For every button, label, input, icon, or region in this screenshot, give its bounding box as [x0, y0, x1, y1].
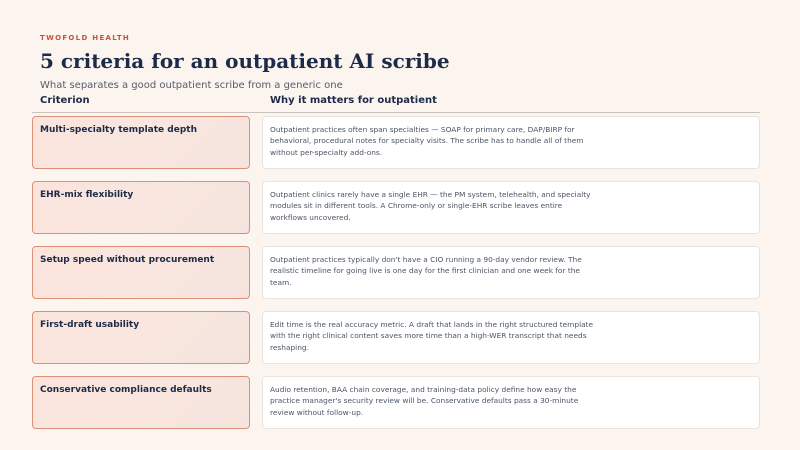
table-row	[32, 116, 760, 169]
why-text: Outpatient practices typically don't have a CIO running a 90-day vendor review. The realistic timeline for going live is one day for the first clinician and one week for the team.	[270, 255, 582, 287]
why-card	[262, 181, 760, 234]
criterion-label: First-draft usability	[40, 320, 140, 330]
criterion-card	[32, 181, 250, 234]
criterion-card	[32, 116, 250, 169]
criterion-label: Conservative compliance defaults	[40, 385, 212, 395]
why-text: Outpatient practices often span specialties — SOAP for primary care, DAP/BIRP for behavioral, procedural notes for specialty visits. The scribe has to handle all of them without per-specialty add-ons.	[270, 125, 584, 157]
why-card	[262, 311, 760, 364]
criterion-card	[32, 311, 250, 364]
brand-label: TWOFOLD HEALTH	[40, 34, 131, 42]
criterion-label: Setup speed without procurement	[40, 255, 215, 265]
criterion-label: Multi-specialty template depth	[40, 125, 197, 135]
criterion-label: EHR-mix flexibility	[40, 190, 134, 200]
criterion-card	[32, 246, 250, 299]
why-text: Audio retention, BAA chain coverage, and training-data policy define how easy the practice manager's security review will be. Conservative defaults pass a 30-minute review without follow-up.	[270, 385, 579, 417]
criteria-table	[32, 116, 760, 441]
table-row	[32, 246, 760, 299]
criterion-card	[32, 376, 250, 429]
why-text: Outpatient clinics rarely have a single EHR — the PM system, telehealth, and specialty modules sit in different tools. A Chrome-only or single-EHR scribe leaves entire workflows uncovered.	[270, 190, 591, 222]
why-card	[262, 116, 760, 169]
column-header-why: Why it matters for outpatient	[270, 95, 437, 106]
page-title: 5 criteria for an outpatient AI scribe	[40, 49, 450, 73]
table-row	[32, 311, 760, 364]
header-divider	[32, 112, 760, 113]
table-row	[32, 181, 760, 234]
table-row	[32, 376, 760, 429]
page-subtitle: What separates a good outpatient scribe from a generic one	[40, 80, 343, 91]
column-header-criterion: Criterion	[40, 95, 90, 106]
why-card	[262, 246, 760, 299]
why-card	[262, 376, 760, 429]
why-text: Edit time is the real accuracy metric. A draft that lands in the right structured template with the right clinical content saves more time than a high-WER transcript that needs reshaping.	[270, 320, 594, 352]
